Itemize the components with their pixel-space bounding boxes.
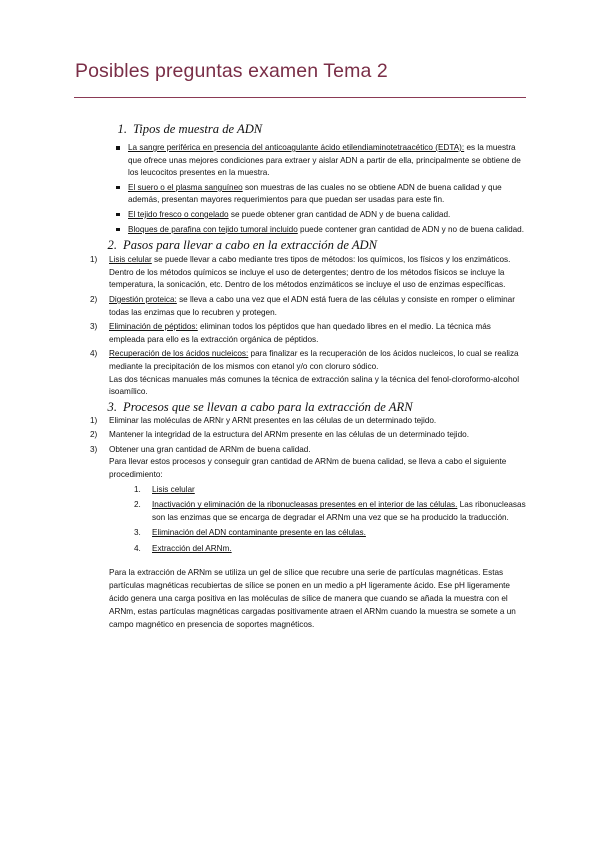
procedure-intro: Para llevar estos procesos y conseguir gran cantidad de ARNm de buena calidad, se lleva a cabo el siguiente procedimiento:: [109, 457, 507, 480]
techniques-note: Las dos técnicas manuales más comunes la técnica de extracción salina y la técnica del fenol-cloroformo-alcohol isoamílico.: [109, 374, 520, 397]
bullet-icon: [116, 186, 120, 190]
item-number: 1.: [134, 484, 141, 494]
item-text: Mantener la integridad de la estructura del ARNm presente en las células de un determinado tejido.: [109, 430, 470, 440]
item-number: 4): [90, 349, 98, 359]
item-lead: Digestión proteica:: [109, 294, 177, 304]
item-number: 2.: [134, 500, 141, 510]
bullet-icon: [116, 146, 120, 150]
item-lead: Recuperación de los ácidos nucleicos:: [109, 349, 249, 359]
item-text: Las ribonucleasas son las enzimas que se encarga de degradar el ARNm una vez que se ha producido la traducción.: [152, 500, 526, 522]
section-title: Tipos de muestra de ADN: [133, 122, 263, 136]
section-title: Pasos para llevar a cabo en la extracción de ADN: [123, 238, 378, 253]
item-number: 1): [90, 415, 98, 425]
document-body: [90, 118, 526, 631]
item-lead: El suero o el plasma sanguíneo: [128, 182, 243, 192]
item-number: 4.: [134, 544, 141, 554]
list-item: [128, 142, 526, 180]
list-item: [134, 484, 526, 497]
procedure-steps-list: [90, 484, 526, 556]
item-text: eliminan todos los péptidos que han quedado libres en el medio. La técnica más empleada para ello es la extracción orgánica de péptidos.: [109, 322, 491, 344]
item-number: 3): [90, 322, 98, 332]
list-item: [128, 182, 526, 207]
sample-types-list: [90, 142, 526, 236]
page-title: Posibles preguntas examen Tema 2: [75, 60, 388, 82]
title-divider: [74, 97, 526, 98]
item-number: 3.: [134, 528, 141, 538]
item-lead: Inactivación y eliminación de la ribonucleasas presentes en el interior de las células.: [152, 500, 458, 510]
item-lead: Bloques de parafina con tejido tumoral incluido: [128, 224, 298, 234]
item-text: puede contener gran cantidad de ADN y no de buena calidad.: [297, 224, 525, 234]
item-lead: Extracción del ARNm.: [152, 544, 232, 554]
item-number: 1): [90, 255, 98, 265]
section-number: 1.: [117, 122, 127, 136]
list-item: [134, 543, 526, 556]
section-heading-1: [107, 122, 526, 137]
item-text: se puede llevar a cabo mediante tres tipos de métodos: los químicos, los físicos y los enzimáticos. Dentro de los métodos químicos se incluye el uso de detergentes; dentro de los métodos físicos se incluye la temperatura, la sonicación, etc. Dentro de los métodos enzimáticos se incluye el uso de enzimas específicas.: [109, 255, 511, 290]
dna-steps-list: [90, 254, 526, 373]
bullet-icon: [116, 213, 120, 217]
item-number: 3): [90, 444, 98, 454]
list-item: [90, 415, 526, 428]
item-lead: La sangre periférica en presencia del anticoagulante ácido etilendiaminotetraacético (EDTA):: [128, 143, 465, 152]
item-lead: Eliminación del ADN contaminante presente en las células.: [152, 528, 366, 538]
list-item: [90, 348, 526, 373]
item-lead: Lisis celular: [152, 484, 195, 494]
bullet-icon: [116, 228, 120, 232]
item-text: Obtener una gran cantidad de ARNm de buena calidad.: [109, 444, 311, 454]
section-title: Procesos que se llevan a cabo para la extracción de ARN: [123, 399, 413, 414]
item-text: son muestras de las cuales no se obtiene ADN de buena calidad y que además, presentan mayores requerimientos para que puedan ser usadas para este fin.: [128, 182, 502, 205]
item-text: para finalizar es la recuperación de los ácidos nucleicos, lo cual se realiza mediante la precipitación de los mismos con etanol y/o con cloruro sódico.: [109, 349, 519, 371]
list-item: [90, 429, 526, 442]
list-item: [90, 294, 526, 319]
item-lead: Lisis celular: [109, 255, 152, 265]
section-number: 3.: [107, 399, 117, 414]
list-item: [134, 499, 526, 524]
list-item: [134, 527, 526, 540]
item-lead: El tejido fresco o congelado: [128, 209, 229, 219]
list-item: [90, 444, 526, 457]
list-item: [128, 224, 526, 237]
item-number: 2): [90, 294, 98, 304]
rna-extraction-paragraph: Para la extracción de ARNm se utiliza un gel de sílice que recubre una serie de partículas magnéticas. Estas partículas magnéticas recubiertas de sílice se ponen en un medio a pH ligeramente ácido. Ese pH ligeramente ácido genera una carga positiva en las moléculas de sílice de manera que cuando se añada la muestra con el ARNm, estas partículas magnéticas cargadas positivamente atraen el ARNm cuando la muestra se somete a un campo magnético en presencia de soportes magnéticos.: [109, 567, 516, 629]
list-item: [90, 321, 526, 346]
item-text: Eliminar las moléculas de ARNr y ARNt presentes en las células de un determinado tejido.: [109, 415, 437, 425]
item-lead: Eliminación de péptidos:: [109, 322, 198, 332]
list-item: [90, 254, 526, 292]
rna-processes-list: [90, 415, 526, 457]
section-heading-2: [97, 238, 526, 253]
section-number: 2.: [107, 238, 117, 253]
item-number: 2): [90, 430, 98, 440]
item-text: se puede obtener gran cantidad de ADN y de buena calidad.: [228, 209, 451, 219]
section-heading-3: [97, 400, 526, 415]
item-text: es la muestra que ofrece unas mejores condiciones para extraer y aislar ADN a partir de ella, principalmente se obtiene de los leucocitos presentes en la muestra.: [128, 143, 521, 178]
list-item: [128, 209, 526, 222]
item-text: se lleva a cabo una vez que el ADN está fuera de las células y consiste en romper o eliminar todas las enzimas que lo recubren y protegen.: [109, 294, 515, 317]
